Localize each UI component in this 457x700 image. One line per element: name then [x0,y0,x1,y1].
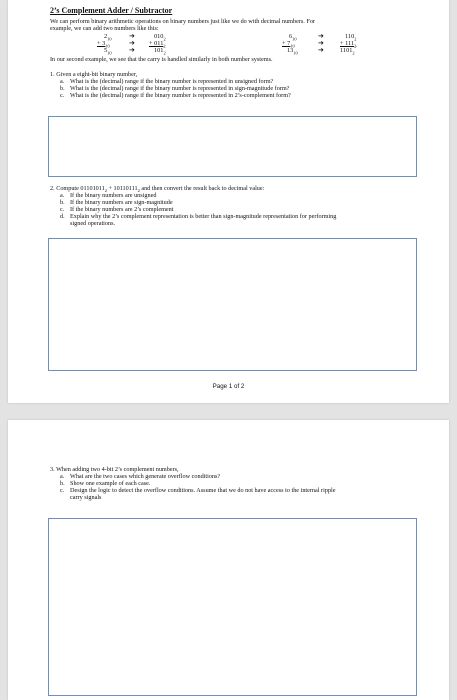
question-1b: b. What is the (decimal) range if the binary number is represented in sign-magnitude form? [60,85,290,92]
document-page-2 [8,420,449,700]
example-left-row-1-binary: $010_2$ [154,33,166,42]
carry-note: In our second example, we see that the carry is handled similarly in both number systems. [50,56,273,63]
example-right-row-3-binary: $1101_2$ [340,47,355,56]
question-1-heading: 1. Given a eight-bit binary number, [50,71,138,78]
intro-line-2: example, we can add two numbers like this: [50,25,159,32]
example-right-row-1-binary: $110_2$ [345,33,357,42]
right-arrow-icon: ➔ [129,32,135,40]
example-left-row-1: $2_{10}$ [104,33,112,42]
example-left-row-3: $5_{10}$ [104,47,112,56]
example-right-row-1: $6_{10}$ [289,33,297,42]
answer-box-question-2[interactable] [48,238,417,371]
question-3c: c. Design the logic to detect the overflow conditions. Assume that we do not have access to the internal ripple [60,487,336,494]
right-arrow-icon: ➔ [318,46,324,54]
question-2a: a. If the binary numbers are unsigned [60,192,157,199]
example-left-row-2-binary: + $011_2$ [149,40,166,49]
question-2-heading: 2. Compute $01101011_2 + 10110111_2$ and then convert the result back to decimal value: [50,185,265,194]
right-arrow-icon: ➔ [129,39,135,47]
question-3c-continued: carry signals [70,494,102,501]
answer-box-question-3[interactable] [48,518,417,696]
intro-line-1: We can perform binary arithmetic operations on binary numbers just like we do with decimal numbers. For [50,18,315,25]
question-3-heading: 3. When adding two 4-bit 2’s complement numbers, [50,466,179,473]
page-number: Page 1 of 2 [212,383,245,390]
example-left-row-2: + $3_{10}$ [97,40,110,49]
question-3a: a. What are the two cases which generate overflow conditions? [60,473,221,480]
example-right-row-2: + $7_{10}$ [282,40,295,49]
question-1a: a. What is the (decimal) range if the binary number is represented in unsigned form? [60,78,274,85]
example-left-row-3-binary: $101_2$ [154,47,166,56]
question-3b: b. Show one example of each case. [60,480,151,487]
question-2c: c. If the binary numbers are 2’s complement [60,206,174,213]
document-page-1 [8,0,449,403]
answer-box-question-1[interactable] [48,116,417,177]
right-arrow-icon: ➔ [318,32,324,40]
question-2d: d. Explain why the 2’s complement representation is better than sign-magnitude representation for performing [60,213,337,220]
example-right-row-2-binary: + $111_2$ [340,40,357,49]
question-2d-continued: signed operations. [70,220,116,227]
example-right-row-3: $13_{10}$ [287,47,298,56]
right-arrow-icon: ➔ [318,39,324,47]
right-arrow-icon: ➔ [129,46,135,54]
page-title: 2’s Complement Adder / Subtractor [50,6,173,15]
question-1c: c. What is the (decimal) range if the binary number is represented in 2’s-complement form? [60,92,291,99]
question-2b: b. If the binary numbers are sign-magnitude [60,199,173,206]
